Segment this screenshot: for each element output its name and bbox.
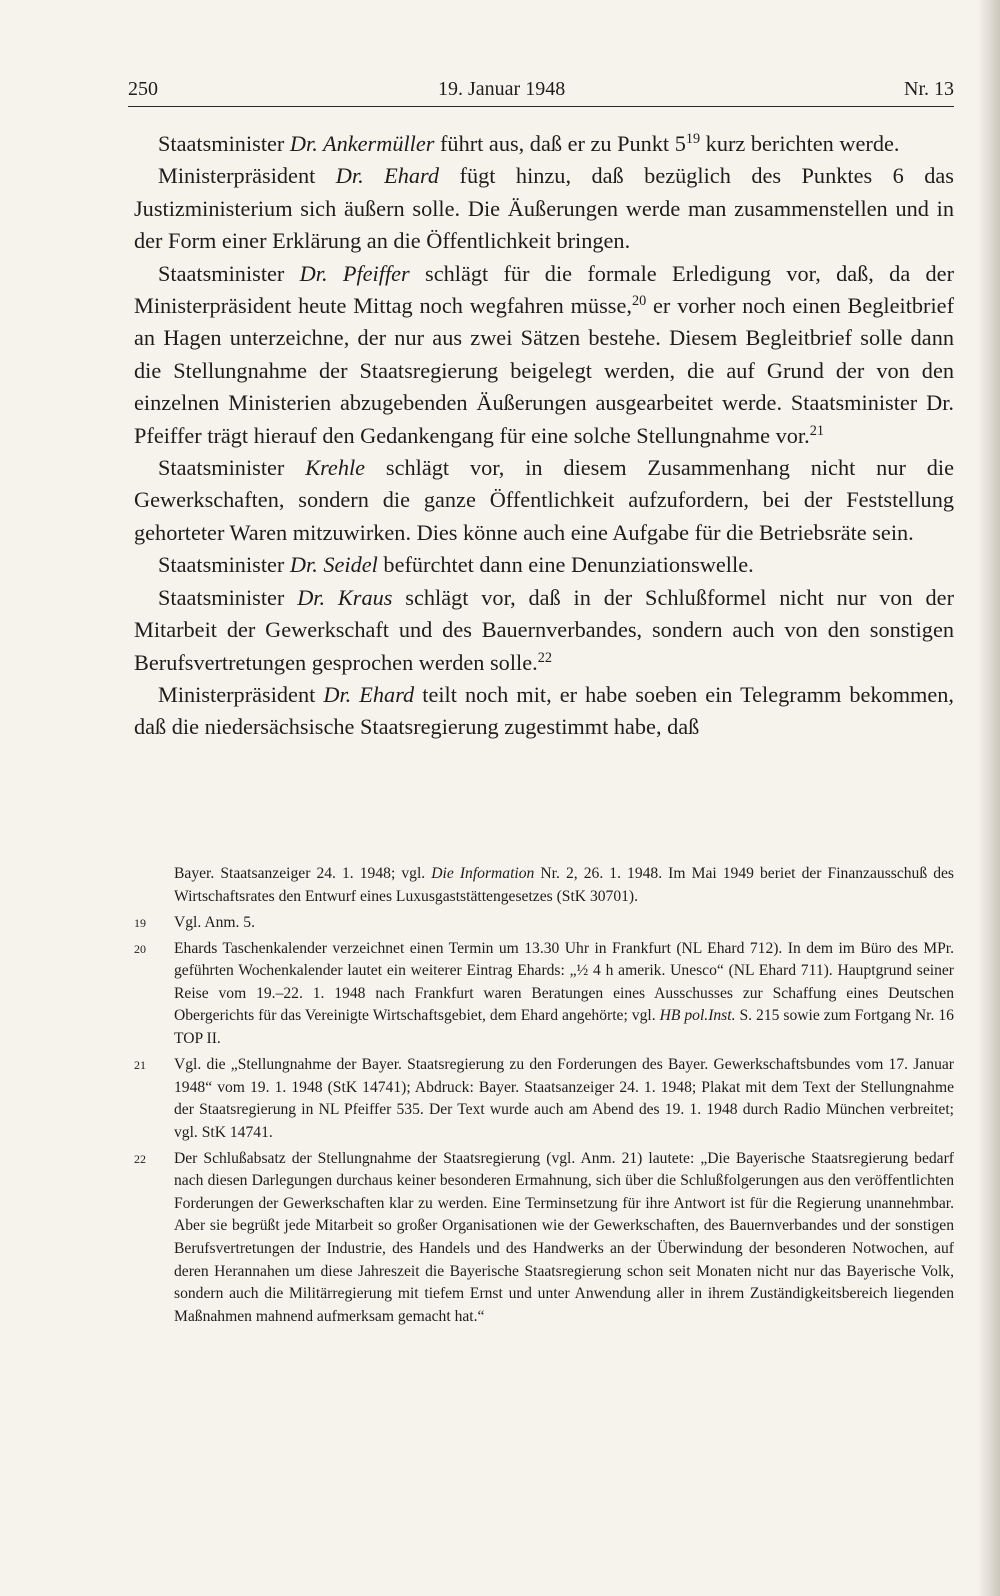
main-text <box>134 128 954 744</box>
footnote-ref: 22 <box>537 649 552 666</box>
footnote-22: 22 Der Schlußabsatz der Stellungnahme der Staatsregierung (vgl. Anm. 21) lautete: „Die Bayerische Staatsregierung bedarf nach diesen Darlegungen durchaus keiner besonderen Ermahnung, sich über die Schlußfolgerungen aus den veröffentlichten Forderungen der Gewerkschaften klar zu werden. Eine Terminsetzung für ihre Antwort ist für die Regierung unannehmbar. Aber sie begrüßt jede Mitarbeit so großer Organisationen wie der Gewerkschaften, des Bauernverbandes und der sonstigen Berufsvertretungen der Industrie, des Handels und des Handwerks an der Überwindung der besonderen Notwochen, auf deren Herannahen um diese Jahreszeit die Bayerische Staatsregierung schon seit Monaten nicht nur das Bayerische Volk, sondern auch die Militärregierung mit tiefem Ernst und unter Anwendung aller in ihrem Zuständigkeitsbereich liegenden Maßnahmen mahnend aufmerksam gemacht hat.“ <box>134 1149 954 1325</box>
footnote-ref: 19 <box>685 131 701 148</box>
footnote-ref: 20 <box>631 293 647 310</box>
footnote-ref: 21 <box>809 422 824 439</box>
page-number: 250 <box>128 78 158 100</box>
document-number: Nr. 13 <box>904 78 954 100</box>
paragraph: Staatsminister Dr. Kraus schlägt vor, daß in der Schlußformel nicht nur von der Mitarbeit der Gewerkschaft und des Bauernverbandes, sondern auch von den sonstigen Berufsvertretungen gesprochen werden solle.$^{22}$ <box>134 584 954 675</box>
header-rule <box>128 106 954 107</box>
speaker-name: Dr. Ehard <box>323 681 415 707</box>
speaker-name: Dr. Pfeiffer <box>299 260 410 286</box>
paragraph: Ministerpräsident Dr. Ehard teilt noch mit, er habe soeben ein Telegramm bekommen, daß die niedersächsische Staatsregierung zugestimmt habe, daß <box>134 681 954 740</box>
speaker-name: Dr. Ehard <box>335 163 440 189</box>
paragraph: Staatsminister Dr. Seidel befürchtet dann eine Denunziationswelle. <box>158 552 754 578</box>
footnote-number: 19 <box>134 915 146 930</box>
paragraph: Ministerpräsident Dr. Ehard fügt hinzu, daß bezüglich des Punktes 6 das Justizministerium sich äußern solle. Die Äußerungen werde man zusammenstellen und in der Form einer Erklärung an die Öffentlichkeit bringen. <box>134 163 954 254</box>
footnote-21: 21 Vgl. die „Stellungnahme der Bayer. Staatsregierung zu den Forderungen des Bayer. Gewerkschaftsbundes vom 17. Januar 1948“ vom 19. 1. 1948 (StK 14741); Abdruck: Bayer. Staatsanzeiger 24. 1. 1948; Plakat mit dem Text der Stellungnahme der Staatsregierung in NL Pfeiffer 535. Der Text wurde auch am Abend des 19. 1. 1948 durch Radio München verbreitet; vgl. StK 14741. <box>134 1055 954 1141</box>
paragraph: Staatsminister Dr. Pfeiffer schlägt für die formale Erledigung vor, daß, da der Ministerpräsident heute Mittag noch wegfahren müsse,$^{20}$ er vorher noch einen Begleitbrief an Hagen unterzeichne, der nur aus zwei Sätzen bestehe. Diesem Begleitbrief solle dann die Stellungnahme der Staatsregierung beigelegt werden, die auf Grund der von den einzelnen Ministerien abzugebenden Äußerungen ausgearbeitet werde. Staatsminister Dr. Pfeiffer trägt hierauf den Gedankengang für eine solche Stellungnahme vor.$^{21}$ <box>134 260 954 448</box>
speaker-name: Krehle <box>305 455 366 481</box>
footnote-20: 20 Ehards Taschenkalender verzeichnet einen Termin um 13.30 Uhr in Frankfurt (NL Ehard 712). In dem im Büro des MPr. geführten Wochenkalender lautet ein weiterer Eintrag Ehards: „½ 4 h amerik. Unesco“ (NL Ehard 711). Hauptgrund seiner Reise vom 19.–22. 1. 1948 nach Frankfurt waren Beratungen eines Ausschusses zur Schaffung eines Deutschen Obergerichts für das Vereinigte Wirtschaftsgebiet, dem Ehard angehörte; vgl. HB pol.Inst. S. 215 sowie zum Fortgang Nr. 16 TOP II. <box>134 939 954 1047</box>
paragraph: Staatsminister Krehle schlägt vor, in diesem Zusammenhang nicht nur die Gewerkschaften, sondern die ganze Öffentlichkeit aufzufordern, bei der Feststellung gehorteter Waren mitzuwirken. Dies könne auch eine Aufgabe für die Betriebsräte sein. <box>134 455 954 545</box>
speaker-name: Dr. Kraus <box>297 584 393 610</box>
speaker-name: Dr. Ankermüller <box>289 131 435 156</box>
page-spine-shadow <box>978 0 1000 1596</box>
speaker-name: Dr. Seidel <box>289 552 378 578</box>
footnote-number: 21 <box>134 1057 146 1072</box>
footnote-continuation: Bayer. Staatsanzeiger 24. 1. 1948; vgl. Die Information Nr. 2, 26. 1. 1948. Im Mai 1949 beriet der Finanzausschuß des Wirtschaftsrates den Entwurf eines Luxusgaststättengesetzes (StK 30701). <box>174 865 955 905</box>
footnotes <box>134 863 954 1332</box>
footnote-19: 19 Vgl. Anm. 5. <box>134 912 954 935</box>
running-header <box>128 72 954 106</box>
paragraph: Staatsminister Dr. Ankermüller führt aus, daß er zu Punkt $5^{19}$ kurz berichten werde. <box>158 131 900 156</box>
header-date: 19. Januar 1948 <box>438 78 566 100</box>
footnote-number: 20 <box>134 941 146 956</box>
footnote-number: 22 <box>134 1151 146 1166</box>
